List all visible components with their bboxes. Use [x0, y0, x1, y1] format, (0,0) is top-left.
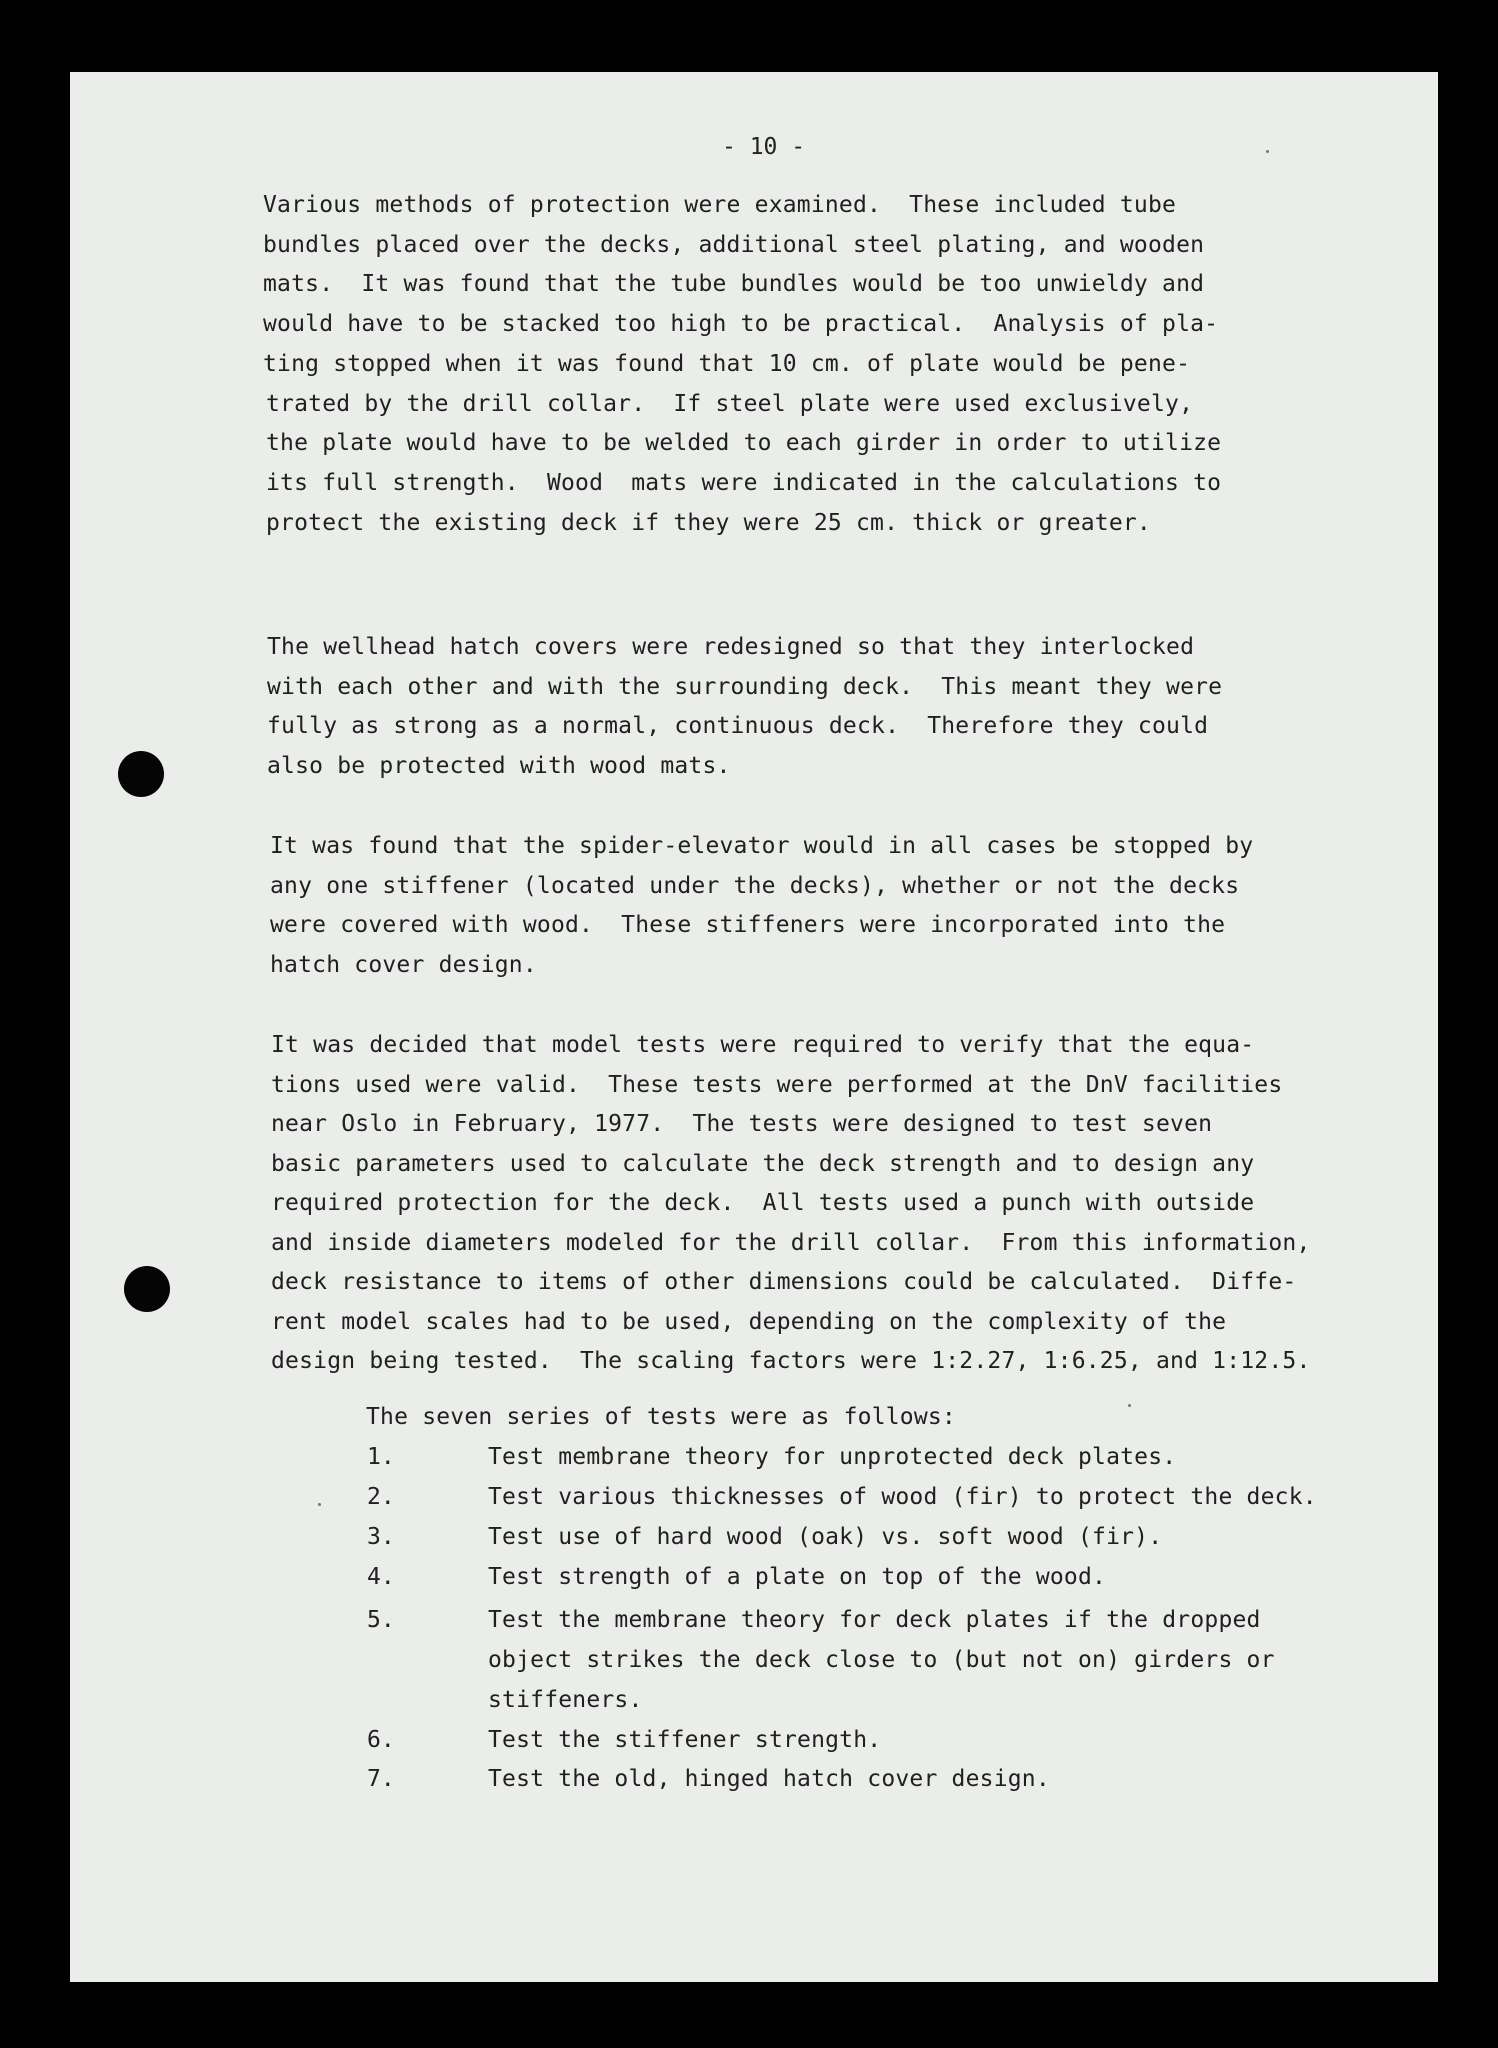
list-number: 2.: [367, 1484, 395, 1510]
paper-speck: [1266, 150, 1269, 153]
list-item-text: Test strength of a plate on top of the wood.: [488, 1564, 1107, 1590]
list-item-text: Test the stiffener strength.: [488, 1727, 882, 1753]
para3-line: hatch cover design.: [270, 952, 537, 978]
para4-line: rent model scales had to be used, depending on the complexity of the: [271, 1309, 1227, 1335]
para4-line: and inside diameters modeled for the drill collar. From this information,: [271, 1230, 1311, 1256]
para2-line: fully as strong as a normal, continuous deck. Therefore they could: [267, 713, 1209, 739]
para1-line: mats. It was found that the tube bundles would be too unwieldy and: [263, 271, 1205, 297]
para1-line: would have to be stacked too high to be practical. Analysis of pla-: [263, 311, 1219, 337]
para4-line: near Oslo in February, 1977. The tests were designed to test seven: [271, 1111, 1213, 1137]
list-number: 4.: [367, 1564, 395, 1590]
para2-line: also be protected with wood mats.: [267, 753, 731, 779]
para1-line: the plate would have to be welded to each girder in order to utilize: [266, 430, 1222, 456]
para3-line: were covered with wood. These stiffeners were incorporated into the: [270, 912, 1226, 938]
para3-line: It was found that the spider-elevator would in all cases be stopped by: [270, 833, 1254, 859]
para2-line: The wellhead hatch covers were redesigned so that they interlocked: [267, 634, 1195, 660]
list-item-text: Test use of hard wood (oak) vs. soft wood (fir).: [488, 1524, 1163, 1550]
list-number: 3.: [367, 1524, 395, 1550]
para4-line: tions used were valid. These tests were performed at the DnV facilities: [271, 1072, 1283, 1098]
list-number: 7.: [367, 1766, 395, 1792]
page-number: - 10 -: [722, 134, 806, 160]
paper-speck: [1128, 1404, 1131, 1407]
para1-line: protect the existing deck if they were 25 cm. thick or greater.: [266, 510, 1151, 536]
binder-hole-top: [118, 751, 164, 797]
list-number: 1.: [367, 1444, 395, 1470]
para1-line: Various methods of protection were examined. These included tube: [263, 192, 1177, 218]
para4-line: deck resistance to items of other dimensions could be calculated. Diffe-: [271, 1269, 1297, 1295]
para2-line: with each other and with the surrounding deck. This meant they were: [267, 674, 1223, 700]
para4-line: It was decided that model tests were required to verify that the equa-: [271, 1032, 1255, 1058]
list-number: 5.: [367, 1607, 395, 1633]
list-item-text: stiffeners.: [488, 1687, 643, 1713]
para3-line: any one stiffener (located under the decks), whether or not the decks: [270, 873, 1240, 899]
para1-line: ting stopped when it was found that 10 cm. of plate would be pene-: [263, 351, 1191, 377]
para1-line: its full strength. Wood mats were indicated in the calculations to: [266, 470, 1222, 496]
para1-line: bundles placed over the decks, additional steel plating, and wooden: [263, 232, 1205, 258]
para4-line: required protection for the deck. All tests used a punch with outside: [271, 1190, 1255, 1216]
list-item-text: Test the membrane theory for deck plates if the dropped: [488, 1607, 1261, 1633]
binder-hole-bottom: [124, 1266, 170, 1312]
para4-line: design being tested. The scaling factors were 1:2.27, 1:6.25, and 1:12.5.: [271, 1348, 1311, 1374]
paper-speck: [318, 1503, 321, 1506]
list-item-text: Test various thicknesses of wood (fir) to protect the deck.: [488, 1484, 1317, 1510]
para4-line: basic parameters used to calculate the deck strength and to design any: [271, 1151, 1255, 1177]
list-intro: The seven series of tests were as follows:: [366, 1404, 956, 1430]
list-number: 6.: [367, 1727, 395, 1753]
list-item-text: Test membrane theory for unprotected deck plates.: [488, 1444, 1177, 1470]
list-item-text: object strikes the deck close to (but not on) girders or: [488, 1647, 1275, 1673]
list-item-text: Test the old, hinged hatch cover design.: [488, 1766, 1050, 1792]
para1-line: trated by the drill collar. If steel plate were used exclusively,: [266, 391, 1194, 417]
